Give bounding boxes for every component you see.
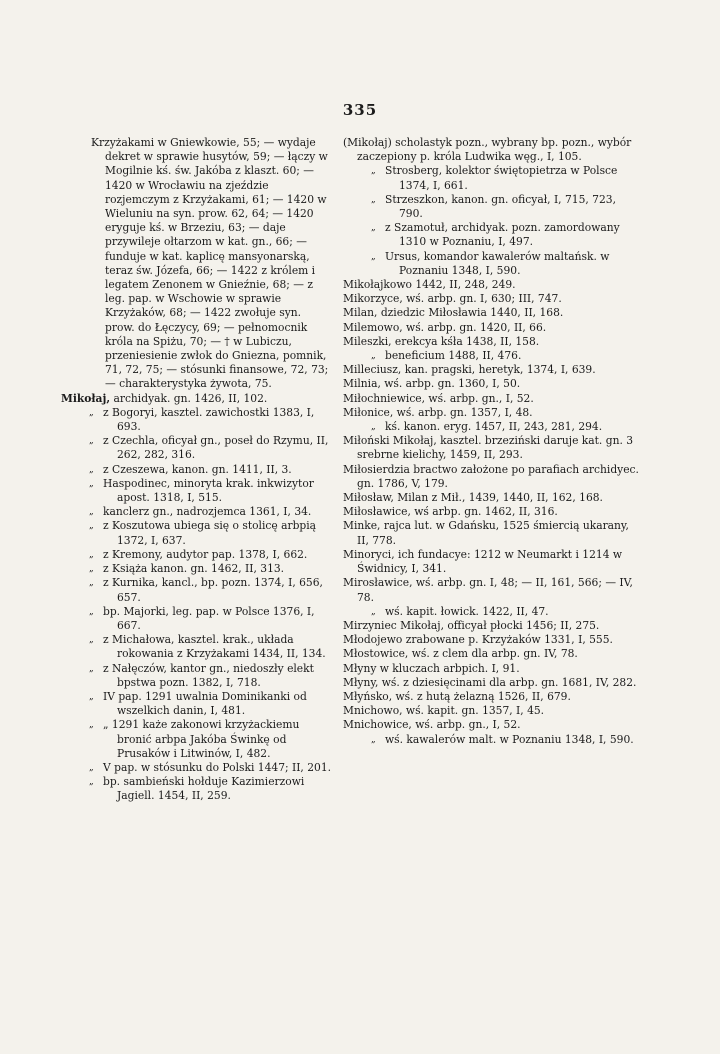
entry-text: Mikołajkowo 1442, II, 248, 249. (343, 278, 516, 292)
index-entry (343, 733, 640, 747)
index-entry (61, 406, 333, 434)
index-entry (61, 633, 333, 661)
entry-text: Strosberg, kolektor świętopietrza w Polsce 1374, I, 661. (385, 164, 618, 192)
index-entry (343, 321, 640, 335)
index-entry (61, 761, 333, 775)
index-entry (343, 193, 640, 221)
ditto-mark: „ (371, 223, 376, 234)
entry-text: Mirzyniec Mikołaj, officyał płocki 1456; II, 275. (343, 618, 600, 632)
ditto-mark: „ (89, 762, 94, 773)
ditto-mark: „ (89, 407, 94, 418)
index-entry (343, 363, 640, 377)
entry-text: archidyak. gn. 1426, II, 102. (110, 391, 268, 405)
index-entry (61, 463, 333, 477)
entry-text: Miłosławice, wś arbp. gn. 1462, II, 316. (343, 505, 558, 519)
ditto-mark: „ (89, 720, 94, 731)
entry-text: Krzyżakami w Gniewkowie, 55; — wydaje dekret w sprawie husytów, 59; — łączy w Mogilnie kś. św. Jakóba z klaszt. 60; — 1420 w Wrocławiu na zjeździe rozjemczym z Krzyżakami, 61; — 1420 w Wieluniu na syn. prow. 62, 64; — 1420 eryguje kś. w Brzeziu, 63; — daje przywileje ołtarzom w kat. gn., 66; — funduje w kat. kaplicę mansyonarską, teraz św. Józefa, 66; — 1422 z królem i legatem Zenonem w Gnieźnie, 68; — z leg. pap. w Wschowie w sprawie Krzyżaków, 68; — 1422 zwołuje syn. prow. do Łęczycy, 69; — pełnomocnik króla na Spiżu, 70; — † w Lubiczu, przeniesienie zwłok do Gniezna, pomnik, 71, 72, 75; — stósunki finansowe, 72, 73; — charakterystyka żywota, 75. (91, 136, 329, 391)
index-entry (343, 278, 640, 292)
index-entry (61, 392, 333, 406)
entry-headword: Mikołaj, (61, 391, 111, 405)
entry-text: Minke, rajca lut. w Gdańsku, 1525 śmiercią ukarany, II, 778. (343, 519, 629, 547)
index-entry (343, 704, 640, 718)
ditto-mark: „ (371, 166, 376, 177)
index-column-left (61, 136, 333, 804)
ditto-mark: „ (89, 507, 94, 518)
index-entry (343, 434, 640, 462)
entry-text: „ 1291 każe zakonowi krzyżackiemu bronić arbpa Jakóba Świnkę od Prusaków i Litwinów, I, 482. (103, 718, 300, 760)
ditto-mark: „ (89, 521, 94, 532)
entry-text: Młyńsko, wś. z hutą żelazną 1526, II, 679. (343, 689, 571, 703)
ditto-mark: „ (89, 663, 94, 674)
entry-text: Milleciusz, kan. pragski, heretyk, 1374, I, 639. (343, 363, 596, 377)
entry-text: Miłosierdzia bractwo założone po parafiach archidyec. gn. 1786, V, 179. (343, 462, 639, 490)
index-entry (61, 477, 333, 505)
entry-text: IV pap. 1291 uwalnia Dominikanki od wszelkich danin, I, 481. (103, 689, 307, 718)
entry-text: (Mikołaj) scholastyk pozn., wybrany bp. pozn., wybór zaczepiony p. króla Ludwika węg., I, 105. (343, 136, 632, 164)
entry-text: beneficium 1488, II, 476. (385, 349, 522, 363)
index-entry (61, 662, 333, 690)
entry-text: Mnichowice, wś. arbp. gn., I, 52. (343, 718, 521, 732)
entry-text: Mnichowo, wś. kapit. gn. 1357, I, 45. (343, 704, 545, 718)
entry-text: wś. kapit. łowick. 1422, II, 47. (385, 604, 549, 618)
entry-text: Mikorzyce, wś. arbp. gn. I, 630; III, 747. (343, 292, 562, 306)
index-entry (343, 491, 640, 505)
ditto-mark: „ (371, 606, 376, 617)
ditto-mark: „ (371, 422, 376, 433)
index-entry (343, 718, 640, 732)
index-entry (343, 662, 640, 676)
entry-text: Milan, dziedzic Miłosławia 1440, II, 168. (343, 306, 564, 320)
ditto-mark: „ (89, 691, 94, 702)
index-entry (343, 647, 640, 661)
index-entry (343, 250, 640, 278)
index-entry (61, 690, 333, 718)
ditto-mark: „ (89, 606, 94, 617)
entry-text: Mileszki, erekcya kśła 1438, II, 158. (343, 334, 540, 348)
entry-text: Miłosław, Milan z Mił., 1439, 1440, II, 162, 168. (343, 491, 603, 505)
entry-text: Milnia, wś. arbp. gn. 1360, I, 50. (343, 377, 521, 391)
index-entry (343, 392, 640, 406)
index-entry (61, 519, 333, 547)
index-entry (343, 221, 640, 249)
index-entry (343, 463, 640, 491)
index-entry (343, 619, 640, 633)
entry-text: V pap. w stósunku do Polski 1447; II, 201. (103, 760, 332, 774)
index-entry (61, 775, 333, 803)
index-entry (343, 292, 640, 306)
entry-text: z Bogoryi, kasztel. zawichostki 1383, I, 693. (103, 405, 315, 434)
index-entry (343, 349, 640, 363)
index-entry (343, 519, 640, 547)
index-entry (61, 434, 333, 462)
entry-text: Miłoński Mikołaj, kasztel. brzeziński daruje kat. gn. 3 srebrne kielichy, 1459, II, 293. (343, 434, 634, 462)
ditto-mark: „ (89, 549, 94, 560)
entry-text: z Książa kanon. gn. 1462, II, 313. (103, 562, 285, 576)
entry-text: bp. Majorki, leg. pap. w Polsce 1376, I, 667. (103, 604, 315, 632)
entry-text: kś. kanon. eryg. 1457, II, 243, 281, 294. (385, 420, 603, 434)
entry-text: Milemowo, wś. arbp. gn. 1420, II, 66. (343, 320, 547, 334)
index-entry (343, 377, 640, 391)
ditto-mark: „ (371, 194, 376, 205)
entry-text: Mirosławice, wś. arbp. gn. I, 48; — II, 161, 566; — IV, 78. (343, 576, 633, 604)
entry-text: z Szamotuł, archidyak. pozn. zamordowany 1310 w Poznaniu, I, 497. (385, 221, 620, 249)
entry-text: z Czechla, oficyał gn., poseł do Rzymu, II, 262, 282, 316. (103, 434, 329, 462)
entry-text: Młostowice, wś. z clem dla arbp. gn. IV, 78. (343, 647, 578, 661)
index-entry (343, 136, 640, 164)
ditto-mark: „ (371, 351, 376, 362)
entry-text: z Michałowa, kasztel. krak., układa rokowania z Krzyżakami 1434, II, 134. (103, 633, 326, 661)
index-entry (61, 562, 333, 576)
ditto-mark: „ (89, 578, 94, 589)
ditto-mark: „ (89, 635, 94, 646)
index-entry (343, 676, 640, 690)
index-entry (343, 164, 640, 192)
entry-text: Młyny w kluczach arbpich. I, 91. (343, 661, 520, 675)
entry-text: Młodojewo zrabowane p. Krzyżaków 1331, I, 555. (343, 633, 613, 647)
ditto-mark: „ (371, 734, 376, 745)
entry-text: Młyny, wś. z dziesięcinami dla arbp. gn. 1681, IV, 282. (343, 675, 637, 689)
entry-text: bp. sambieński hołduje Kazimierzowi Jagiell. 1454, II, 259. (103, 775, 305, 803)
index-entry (343, 633, 640, 647)
entry-text: Miłonice, wś. arbp. gn. 1357, I, 48. (343, 405, 533, 419)
entry-text: Haspodinec, minoryta krak. inkwizytor apost. 1318, I, 515. (103, 476, 314, 505)
index-entry (343, 576, 640, 604)
index-entry (343, 605, 640, 619)
ditto-mark: „ (89, 464, 94, 475)
ditto-mark: „ (89, 564, 94, 575)
entry-text: z Nałęczów, kantor gn., niedoszły elekt bpstwa pozn. 1382, I, 718. (103, 661, 314, 689)
page-number: 335 (342, 101, 378, 119)
entry-text: Ursus, komandor kawalerów maltańsk. w Poznaniu 1348, I, 590. (385, 249, 610, 277)
index-entry (343, 548, 640, 576)
index-entry (61, 505, 333, 519)
ditto-mark: „ (89, 777, 94, 788)
ditto-mark: „ (89, 436, 94, 447)
entry-text: Minoryci, ich fundacye: 1212 w Neumarkt i 1214 w Świdnicy, I, 341. (343, 547, 623, 576)
index-entry (61, 576, 333, 604)
index-entry (61, 605, 333, 633)
index-entry (343, 406, 640, 420)
index-entry (61, 136, 333, 392)
index-column-right (343, 136, 640, 747)
index-entry (61, 718, 333, 761)
index-entry (343, 420, 640, 434)
entry-text: Miłochniewice, wś. arbp. gn., I, 52. (343, 391, 534, 405)
entry-text: Strzeszkon, kanon. gn. oficyał, I, 715, 723, 790. (385, 192, 616, 221)
index-entry (343, 306, 640, 320)
entry-text: z Kurnika, kancl., bp. pozn. 1374, I, 656, 657. (103, 576, 323, 604)
index-entry (61, 548, 333, 562)
entry-text: z Koszutowa ubiega się o stolicę arbpią 1372, I, 637. (103, 519, 317, 547)
index-entry (343, 690, 640, 704)
ditto-mark: „ (89, 478, 94, 489)
ditto-mark: „ (371, 251, 376, 262)
index-entry (343, 505, 640, 519)
entry-text: wś. kawalerów malt. w Poznaniu 1348, I, 590. (385, 732, 634, 746)
entry-text: kanclerz gn., nadrozjemca 1361, I, 34. (103, 505, 312, 519)
entry-text: z Kremony, audytor pap. 1378, I, 662. (103, 547, 308, 561)
entry-text: z Czeszewa, kanon. gn. 1411, II, 3. (103, 462, 292, 476)
index-entry (343, 335, 640, 349)
